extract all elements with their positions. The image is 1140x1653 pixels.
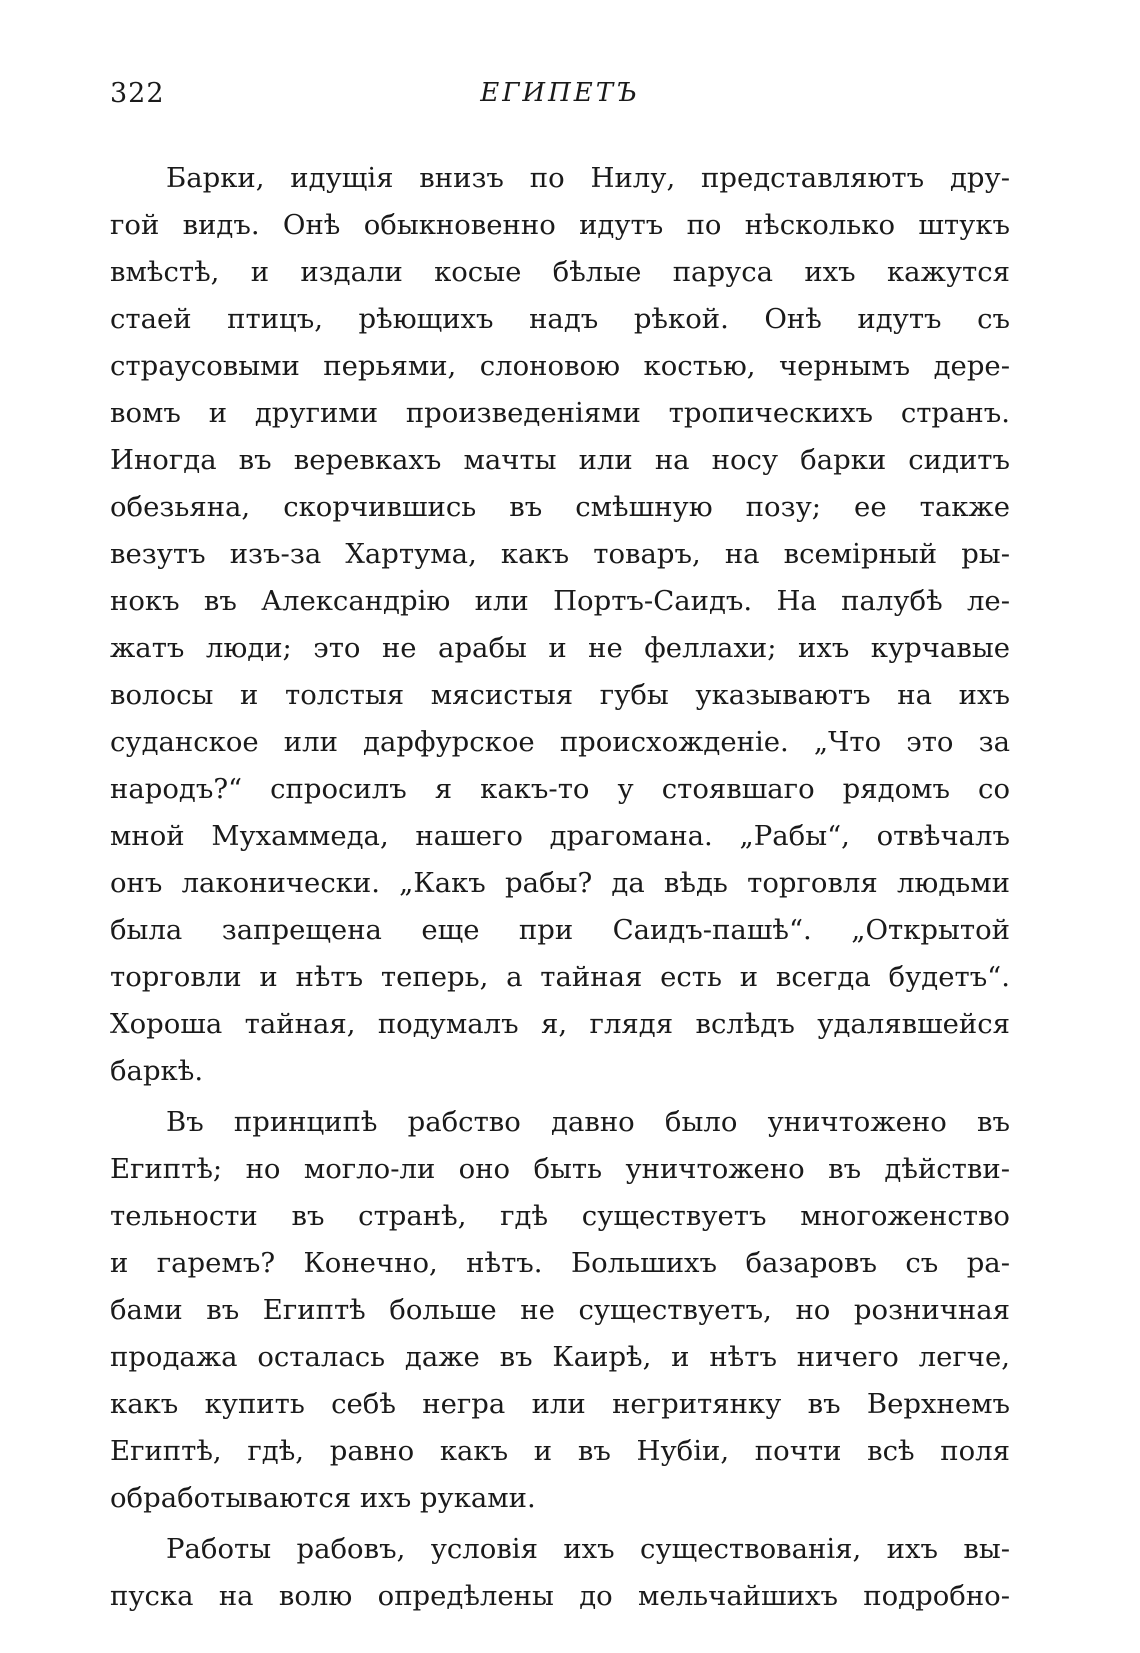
page-header-title: ЕГИПЕТЪ (480, 78, 640, 108)
text-line: вомъ и другими произведеніями тропическихъ странъ. (110, 397, 1010, 429)
text-line: и гаремъ? Конечно, нѣтъ. Большихъ базаровъ съ ра- (110, 1247, 1010, 1279)
text-line: народъ?“ спросилъ я какъ-то у стоявшаго рядомъ со (110, 773, 1010, 805)
text-line: нокъ въ Александрію или Портъ-Саидъ. На палубѣ ле- (110, 585, 1010, 617)
text-line: везутъ изъ-за Хартума, какъ товаръ, на всемірный ры- (110, 538, 1010, 570)
text-line: какъ купить себѣ негра или негритянку въ Верхнемъ (110, 1388, 1010, 1420)
text-line: стаей птицъ, рѣющихъ надъ рѣкой. Онѣ идутъ съ (110, 303, 1010, 335)
text-line: жатъ люди; это не арабы и не феллахи; ихъ курчавые (110, 632, 1010, 664)
text-line: вмѣстѣ, и издали косые бѣлые паруса ихъ кажутся (110, 256, 1010, 288)
text-line: торговли и нѣтъ теперь, а тайная есть и всегда будетъ“. (110, 961, 1010, 993)
text-line: гой видъ. Онѣ обыкновенно идутъ по нѣсколько штукъ (110, 209, 1010, 241)
paragraph (110, 1526, 1010, 1620)
text-line: Египтѣ; но могло-ли оно быть уничтожено въ дѣйстви- (110, 1153, 1010, 1185)
text-line: бами въ Египтѣ больше не существуетъ, но розничная (110, 1294, 1010, 1326)
text-line: волосы и толстыя мясистыя губы указываютъ на ихъ (110, 679, 1010, 711)
text-line: онъ лаконически. „Какъ рабы? да вѣдь торговля людьми (110, 867, 1010, 899)
text-line: обработываются ихъ руками. (110, 1482, 536, 1514)
body-text (110, 155, 1010, 1620)
text-line: мной Мухаммеда, нашего драгомана. „Рабы“, отвѣчалъ (110, 820, 1010, 852)
text-line: тельности въ странѣ, гдѣ существуетъ многоженство (110, 1200, 1010, 1232)
text-line: пуска на волю опредѣлены до мельчайшихъ подробно- (110, 1580, 1010, 1612)
text-line: Въ принципѣ рабство давно было уничтожено въ (166, 1106, 1010, 1138)
paragraph (110, 1099, 1010, 1522)
text-line: баркѣ. (110, 1055, 204, 1087)
text-line: суданское или дарфурское происхожденіе. „Что это за (110, 726, 1010, 758)
text-line: Иногда въ веревкахъ мачты или на носу барки сидитъ (110, 444, 1010, 476)
running-head (110, 78, 1010, 118)
text-line: обезьяна, скорчившись въ смѣшную позу; ее также (110, 491, 1010, 523)
text-line: Работы рабовъ, условія ихъ существованія, ихъ вы- (166, 1533, 1010, 1565)
paragraph (110, 155, 1010, 1095)
page-number: 322 (110, 78, 165, 109)
text-line: была запрещена еще при Саидъ-пашѣ“. „Открытой (110, 914, 1010, 946)
text-line: Хороша тайная, подумалъ я, глядя вслѣдъ удалявшейся (110, 1008, 1010, 1040)
text-line: Египтѣ, гдѣ, равно какъ и въ Нубіи, почти всѣ поля (110, 1435, 1010, 1467)
text-line: страусовыми перьями, слоновою костью, чернымъ дере- (110, 350, 1010, 382)
text-line: продажа осталась даже въ Каирѣ, и нѣтъ ничего легче, (110, 1341, 1010, 1373)
text-line: Барки, идущія внизъ по Нилу, представляютъ дру- (166, 162, 1010, 194)
